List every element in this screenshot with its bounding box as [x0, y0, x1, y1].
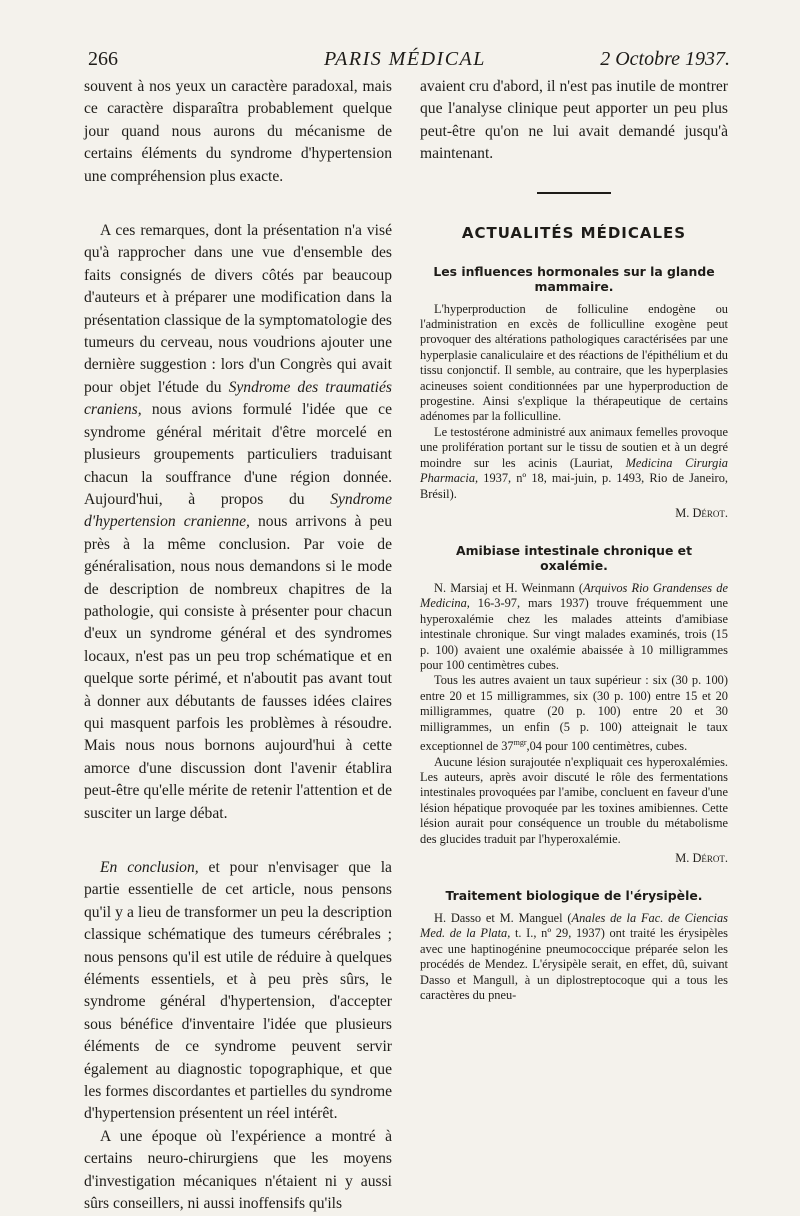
article-amibiase — [420, 543, 728, 866]
italic-text: Anales de la Fac. de Ciencias Med. de la Plata, — [420, 910, 728, 941]
text: t. I., nº 29, 1937) ont traité les érysipèles avec une haptinogénine pneumococcique préparée selon les procédés de Mendez. L'érysipèle serait, en effet, dû, suivant Dasso et Mangull, à un diplostreptocoque qui a tous les caractères du pneu- — [420, 926, 729, 1002]
article-paragraph — [420, 673, 728, 754]
left-column — [84, 76, 392, 1213]
text: nous avions formulé l'idée que ce syndrome général méritait d'être morcelé en plusieurs groupements particuliers traduisant chacun la souffrance d'une région donnée. Aujourd'hui, à propos du — [84, 401, 392, 508]
author-signature: M. Dérot. — [675, 850, 728, 865]
text: Tous les autres avaient un taux supérieur : six (30 p. 100) entre 20 et 15 milligrammes, six (30 p. 100) entre 15 et 20 milligrammes, quatre (20 p. 100) entre 20 et 30 milligrammes, un enfin (5 p. 100) atteignait le taux exceptionnel de 37 — [420, 673, 728, 754]
section-title: ACTUALITÉS MÉDICALES — [461, 223, 687, 242]
article-paragraph: Aucune lésion surajoutée n'expliquait ces hyperoxalémies. Les auteurs, après avoir discuté le rôle des fermentations intestinales provoquées par l'amibe, concluent en faveur d'une lésion hépatique provoquée par les toxines amibiennes. Cette lésion aurait pour conséquence un trouble du métabolisme des glucides traduit par l'hyperoxalémie. — [420, 754, 728, 846]
text: A une époque où l'expérience a montré à certains neuro-chirurgiens que les moyens d'investigation mécaniques n'étaient ni y aussi sûrs conseillers, ni aussi inoffensifs qu'ils — [84, 1127, 392, 1213]
page-number: 266 — [88, 48, 118, 70]
paragraph-continuation — [84, 76, 392, 188]
text: A ces remarques, dont la présentation n'a visé qu'à rapprocher dans une vue d'ensemble des faits consignés de divers côtés par beaucoup d'auteurs et à préparer une modification dans la présentation classique de la symptomatologie des tumeurs du cerveau, nous voudrions ajouter une dernière suggestion : lors d'un Congrès qui avait pour objet l'étude du — [84, 222, 392, 396]
italic-text: Arquivos Rio Grandenses de Medicina, — [420, 580, 728, 611]
article-title: Les influences hormonales sur la glande mammaire. — [433, 263, 715, 294]
text: N. Marsiaj et H. Weinmann ( — [434, 580, 584, 595]
paragraph-continuation — [420, 76, 728, 166]
article-paragraph: L'hyperproduction de folliculine endogène ou l'administration en excès de folliculline exogène peut provoquer des altérations pathologiques caractérisées par une hyperplasie canaliculaire et des réactions de l'épithélium et du tissu conjonctif. Il semble, au contraire, que les hyperplasies acineuses soient conditionnées par une hyperproduction de progestine. Ainsi s'explique la thérapeutique de certains adénomes par la folliculline. — [420, 301, 728, 424]
article-paragraph — [420, 911, 728, 1003]
text: avaient cru d'abord, il n'est pas inutile de montrer que l'analyse clinique peut apporter un peu plus peut-être qu'on ne lui avait demandé jusqu'à maintenant. — [420, 78, 728, 163]
text: nous arrivons à peu près à la même conclusion. Par voie de généralisation, nous nous demandons si le mode de description de nombreux chapitres de la pathologie, qui consiste à présenter pour chacun d'eux un syndrome général et des syndromes locaux, n'est pas un peu trop schématique et en quelque sorte périmé, et n'aboutit pas avant tout à donner aux débutants de fausses idées claires qui masquent parfois les problèmes à résoudre. Mais nous nous bornons aujourd'hui à cette amorce d'une discussion dont l'avenir établira peut-être qu'elle mérite de retenir l'attention et de susciter un large débat. — [84, 513, 392, 822]
article-title: Amibiase intestinale chronique et oxalémie. — [456, 542, 692, 573]
italic-text: En conclusion, — [100, 859, 199, 876]
superscript: mgr — [513, 737, 527, 747]
page-header — [88, 40, 730, 76]
text: souvent à nos yeux un caractère paradoxal, mais ce caractère disparaîtra probablement quelque jour quand nous aurons du mécanisme de certains éléments du syndrome d'hypertension une compréhension plus exacte. — [84, 78, 392, 185]
text: H. Dasso et M. Manguel ( — [434, 910, 572, 925]
author-signature: M. Dérot. — [675, 505, 728, 520]
italic-text: Medicina Cirurgia Pharmacia, — [420, 455, 728, 486]
paragraph-conclusion — [84, 857, 392, 1126]
italic-text: Syndrome des traumatiés craniens, — [84, 378, 392, 419]
article-erysipele — [420, 888, 728, 1003]
text: Le testostérone administré aux animaux femelles provoque une prolifération portant sur le tissu de soutien et à un degré moindre sur les acinis (Lauriat, — [420, 424, 728, 470]
right-column — [420, 76, 728, 1036]
article-hormonal — [420, 264, 728, 521]
article-paragraph — [420, 581, 728, 673]
italic-text: Syndrome d'hypertension cranienne, — [84, 490, 392, 531]
text: ,04 pour 100 centimètres, cubes. — [526, 739, 688, 754]
journal-title: PARIS MÉDICAL — [324, 48, 486, 70]
section-divider — [537, 192, 611, 194]
paragraph-remarks — [84, 220, 392, 825]
text: 16-3-97, mars 1937) trouve fréquemment une hyperoxalémie chez les malades atteints d'amibiase intestinale chronique. Sur vingt malades examinés, trois (15 p. 100) avaient une oxalémie abaissée à 10 milligrammes pour 100 centimètres cubes. — [420, 596, 728, 672]
article-paragraph — [420, 425, 728, 502]
issue-date: 2 Octobre 1937. — [600, 48, 730, 70]
paragraph-final — [84, 1126, 392, 1216]
text: 1937, nº 18, mai-juin, p. 1493, Rio de Janeiro, Brésil). — [420, 471, 728, 501]
article-title: Traitement biologique de l'érysipèle. — [445, 887, 703, 903]
text: et pour n'envisager que la partie essentielle de cet article, nous pensons qu'il y a lieu de transformer un peu la description classique schématique des tumeurs cérébrales ; nous pensons qu'il est utile de réduire à quelques éléments essentiels, et à peu près sûrs, le syndrome général d'hypertension, d'accepter sous bénéfice d'inventaire l'idée que plusieurs éléments de ce syndrome peuvent servir également au diagnostic topographique, et que les formes discordantes et partielles du syndrome d'hypertension présentent un réel intérêt. — [84, 859, 392, 1123]
